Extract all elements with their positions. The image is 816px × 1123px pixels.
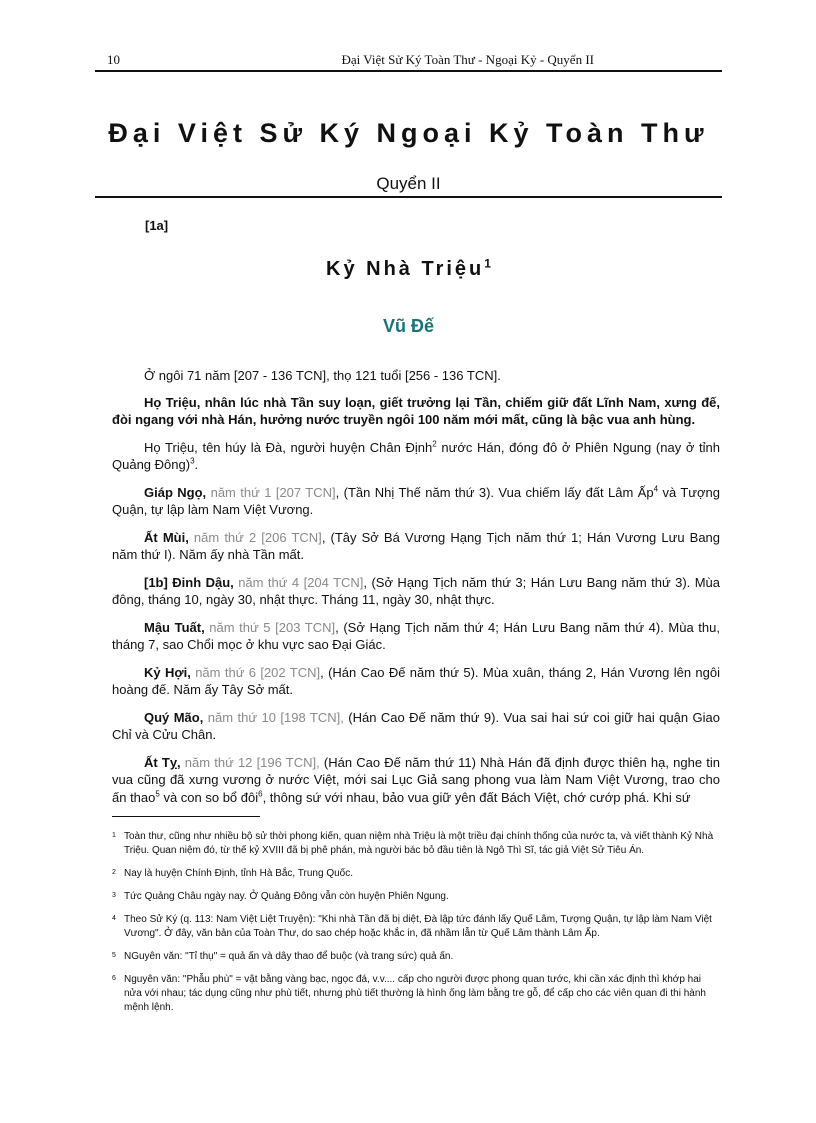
regnal-year: năm thứ 12 [196 TCN], bbox=[180, 754, 320, 770]
footnote-number: 2 bbox=[112, 869, 116, 876]
text-run: và con so bổ đôi bbox=[159, 789, 259, 805]
text-run: , (Tần Nhị Thế năm thứ 3). Vua chiếm lấy đất Lâm Ấp bbox=[335, 484, 654, 500]
text-run: , thông sứ với nhau, bảo vua giữ yên đất Bách Việt, chớ cướp phá. Khi sứ bbox=[262, 789, 691, 805]
text-run: Họ Triệu, tên húy là Đà, người huyện Chân Định bbox=[144, 439, 433, 455]
footnote-number: 5 bbox=[112, 952, 116, 959]
footnote-ref: 1 bbox=[484, 256, 491, 271]
regnal-year: năm thứ 4 [204 TCN] bbox=[233, 574, 364, 590]
running-title: Đại Việt Sử Ký Toàn Thư - Ngoại Kỷ - Quyển II bbox=[341, 52, 594, 67]
footnote bbox=[112, 913, 720, 941]
footnote-text: Tức Quảng Châu ngày nay. Ở Quảng Đông vẫn còn huyện Phiên Ngung. bbox=[124, 891, 449, 902]
footnote-ref: 5 bbox=[155, 789, 160, 799]
regnal-year: năm thứ 6 [202 TCN] bbox=[190, 664, 321, 680]
footnote-ref: 2 bbox=[432, 439, 437, 449]
running-header bbox=[95, 52, 722, 70]
footnote-ref: 6 bbox=[258, 789, 263, 799]
footnote-ref: 3 bbox=[190, 456, 195, 466]
text-run: và Tượng Quận, tự lập làm Nam Việt Vương. bbox=[112, 484, 720, 517]
volume-subtitle: Quyển II bbox=[376, 174, 441, 193]
footnote bbox=[112, 950, 720, 964]
footnote-number: 1 bbox=[112, 832, 116, 839]
text-run: , (Hán Cao Đế năm thứ 5). Mùa xuân, tháng 2, Hán Vương lên ngôi hoàng đế. Năm ấy Tây Sở mất. bbox=[112, 664, 720, 697]
footnote-text: Toàn thư, cũng như nhiều bộ sử thời phong kiến, quan niệm nhà Triệu là một triều đại chính thống của nước ta, và viết thành Kỷ Nhà Triệu. Quan niệm đó, từ thế kỷ XVIII đã bị phê phán, mà người bác bỏ đầu tiên là Ngô Thì Sĩ, tác giả Việt Sử Tiêu Án. bbox=[124, 831, 714, 856]
year-entry bbox=[112, 619, 720, 654]
year-label: Ất Mùi, bbox=[144, 529, 189, 545]
year-entry bbox=[112, 664, 720, 699]
section-heading: Vũ Đế bbox=[382, 316, 434, 336]
footnote-rule bbox=[112, 816, 260, 817]
year-label: Kỷ Hợi, bbox=[144, 664, 191, 680]
chapter-heading bbox=[95, 258, 722, 281]
regnal-year: năm thứ 10 [198 TCN], bbox=[203, 709, 344, 725]
footnote-number: 3 bbox=[112, 892, 116, 899]
footnote bbox=[112, 867, 720, 881]
year-label: Ất Tỵ, bbox=[144, 754, 181, 770]
page-title: Đại Việt Sử Ký Ngoại Kỷ Toàn Thư bbox=[108, 118, 709, 148]
year-entry bbox=[112, 754, 720, 807]
text-run: , (Tây Sở Bá Vương Hạng Tịch năm thứ 1; Hán Vương Lưu Bang năm thứ I). Năm ấy nhà Tần mất. bbox=[112, 529, 721, 562]
text-run: (Hán Cao Đế năm thứ 11) Nhà Hán đã định được thiên hạ, nghe tin vua cũng đã xưng vương ở nước Việt, mới sai Lục Giả sang phong vua làm Nam Việt Vương, trao cho ấn thao bbox=[112, 754, 720, 805]
footnote-text: Nguyên văn: "Phẫu phù" = vật bằng vàng bạc, ngọc đá, v.v.... cấp cho người được phong quan tước, khi cần xác định thì khớp hai nửa với nhau; tác dụng cũng như phù tiết, nhưng phù tiết thường là hình ống làm bằng tre gỗ, để cấp cho các viên quan đi thi hành mệnh lệnh. bbox=[124, 974, 706, 1013]
page-number: 10 bbox=[107, 52, 120, 67]
footnote bbox=[112, 973, 720, 1015]
title-rule bbox=[95, 196, 722, 198]
text-run: nước Hán, đóng đô ở Phiên Ngung (nay ở tỉnh Quảng Đông) bbox=[112, 439, 720, 472]
body-text bbox=[112, 367, 720, 816]
regnal-year: năm thứ 5 [203 TCN] bbox=[204, 619, 336, 635]
year-label: Quý Mão, bbox=[144, 709, 204, 725]
header-rule bbox=[95, 70, 722, 72]
footnote bbox=[112, 830, 720, 858]
regnal-year: năm thứ 1 [207 TCN] bbox=[206, 484, 336, 500]
regnal-year: năm thứ 2 [206 TCN] bbox=[188, 529, 322, 545]
year-entry bbox=[112, 529, 720, 564]
text-run: . bbox=[194, 457, 199, 472]
text-run: (Hán Cao Đế năm thứ 9). Vua sai hai sứ coi giữ hai quận Giao Chỉ và Cửu Chân. bbox=[112, 709, 720, 742]
biography-paragraph bbox=[112, 439, 720, 474]
page-marker: [1a] bbox=[145, 218, 169, 233]
text-run: , (Sở Hạng Tịch năm thứ 3; Hán Lưu Bang năm thứ 3). Mùa đông, tháng 10, ngày 30, nhật thực. Tháng 11, ngày 30, nhật thực. bbox=[112, 574, 720, 607]
footnote bbox=[112, 890, 720, 904]
footnote-text: NGuyên văn: "Tỉ thụ" = quả ấn và dây thao để buộc (và trang sức) quả ấn. bbox=[124, 951, 454, 962]
intro-text: Họ Triệu, nhân lúc nhà Tần suy loạn, giết trưởng lại Tần, chiếm giữ đất Lĩnh Nam, xưng đế, đòi ngang với nhà Hán, hưởng nước truyền ngôi 100 năm mới mất, cũng là bậc vua anh hùng. bbox=[112, 394, 720, 427]
footnote-text: Nay là huyện Chính Định, tỉnh Hà Bắc, Trung Quốc. bbox=[124, 868, 354, 879]
intro-paragraph bbox=[112, 394, 720, 429]
year-entry bbox=[112, 574, 720, 609]
footnote-number: 6 bbox=[112, 975, 116, 982]
reign-summary: Ở ngôi 71 năm [207 - 136 TCN], thọ 121 tuổi [256 - 136 TCN]. bbox=[144, 368, 501, 383]
footnote-number: 4 bbox=[112, 915, 116, 922]
year-label: [1b] Đinh Dậu, bbox=[144, 574, 234, 590]
footnote-text: Theo Sử Ký (q. 113: Nam Việt Liệt Truyện): "Khi nhà Tần đã bị diệt, Đà lập tức đánh lấy Quế Lâm, Tượng Quận, tự lập làm Nam Việt Vương". Ở đây, văn bản của Toàn Thư, do sao chép hoặc khắc in, đã nhầm lẫn từ Quế Lâm thành Lâm Ấp. bbox=[124, 914, 712, 939]
chapter-title: Kỷ Nhà Triệu bbox=[326, 258, 485, 280]
year-entry bbox=[112, 709, 720, 744]
text-run: , (Sở Hạng Tịch năm thứ 4; Hán Lưu Bang năm thứ 4). Mùa thu, tháng 7, sao Chổi mọc ở khu vực sao Đại Giác. bbox=[112, 619, 720, 652]
footnote-ref: 4 bbox=[653, 484, 659, 494]
year-entry bbox=[112, 484, 720, 519]
year-label: Mậu Tuất, bbox=[144, 619, 205, 635]
footnotes bbox=[112, 830, 720, 1024]
year-label: Giáp Ngọ, bbox=[144, 484, 207, 500]
